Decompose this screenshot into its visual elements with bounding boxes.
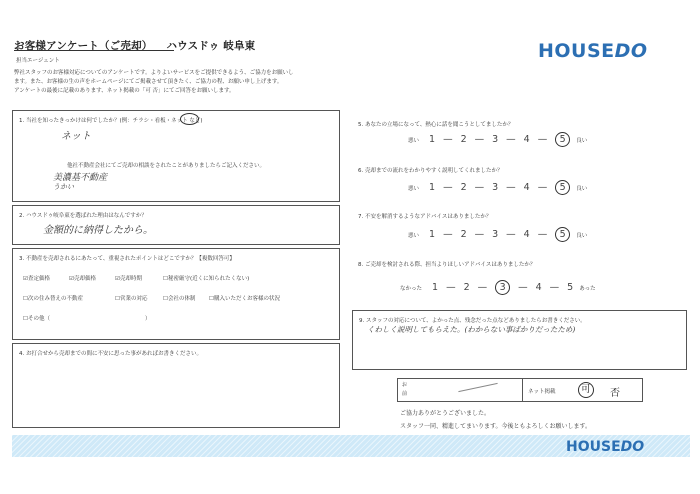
question-1-sub-label: 他社不動産会社にてご売却の相談をされたことがありましたらご記入ください。 <box>67 163 266 169</box>
intro-line: アンケートの最後に記載のあります、ネット掲載の「可 否」にてご回答をお願いします。 <box>14 88 235 94</box>
scale-option-2[interactable]: 2 <box>460 182 467 193</box>
net-label: ネット掲載 <box>528 389 556 395</box>
option-label: その他（ <box>27 316 50 322</box>
name-label <box>402 381 407 399</box>
question-2-answer: 金額的に納得したから。 <box>43 225 153 236</box>
option-jiki[interactable]: ☑売却時期 <box>115 276 142 282</box>
scale-option-3[interactable]: 3 <box>492 134 499 145</box>
question-6-text: 売却までの流れをわかりやすく説明してくれましたか？ <box>365 168 503 174</box>
net-permit-selected: 可 <box>578 382 594 398</box>
question-8-scale: なかった 1 — 2 — 3 — 4 — 5 あった <box>400 282 596 293</box>
scale-option-3[interactable]: 3 <box>492 182 499 193</box>
scale-option-3[interactable]: 3 <box>492 229 499 240</box>
question-1-text: 当社を知ったきっかけは何でしたか？(例：チラシ・看板・ネット など) <box>26 118 203 124</box>
scale-option-4[interactable]: 4 <box>535 282 542 293</box>
option-eigyo[interactable]: ☐営業の対応 <box>115 296 148 302</box>
question-6-label: 6. 売却までの流れをわかりやすく説明してくれましたか？ <box>358 168 503 174</box>
scale-option-5-selected[interactable]: 5 <box>555 132 570 147</box>
scale-option-1[interactable]: 1 <box>429 134 436 145</box>
name-label-bottom: 前 <box>402 391 408 397</box>
question-8-label: 8. ご売却を検討される際、担当よりほしいアドバイスはありましたか？ <box>358 262 536 268</box>
question-9-answer: くわしく説明してもらえた。(わからない事ばかりだったため) <box>367 325 576 334</box>
question-6-scale: 悪い 1 — 2 — 3 — 4 — 5 良い <box>408 182 588 193</box>
scale-option-2[interactable]: 2 <box>460 134 467 145</box>
question-3-text: 不動産を売却されるにあたって、重視されたポイントはどこですか？【複数回答可】 <box>26 256 235 262</box>
intro-line: 弊社スタッフのお客様対応についてのアンケートです。よりよいサービスをご提供できるよう、ご協力をお願いし <box>14 70 294 76</box>
question-1-answer: ネット <box>61 131 91 142</box>
scale-right-label: あった <box>579 285 596 292</box>
question-7-label: 7. 不安を解消するようなアドバイスはありましたか？ <box>358 214 492 220</box>
scale-right-label: 良い <box>576 232 588 239</box>
scale-option-1[interactable]: 1 <box>432 282 439 293</box>
scale-option-2[interactable]: 2 <box>463 282 470 293</box>
question-9-box <box>352 310 687 370</box>
name-label-top: お <box>402 382 408 388</box>
option-label: 売却価格 <box>73 276 96 282</box>
scale-option-2[interactable]: 2 <box>460 229 467 240</box>
scale-left-label: 悪い <box>408 137 420 144</box>
option-baikyaku-kakaku[interactable]: ☑売却価格 <box>69 276 96 282</box>
question-4-box <box>12 343 340 428</box>
net-deny-option[interactable]: 否 <box>610 388 620 399</box>
question-7-text: 不安を解消するようなアドバイスはありましたか？ <box>365 214 492 220</box>
option-sumikae[interactable]: ☐次の住み替えの不動産 <box>23 296 83 302</box>
option-label: 購入いただくお客様の状況 <box>213 296 280 302</box>
question-5-text: あなたの立場になって、熱心に話を聞こうとしてましたか？ <box>365 122 514 128</box>
footer-logo-do: DO <box>620 439 645 455</box>
question-2-box <box>12 205 340 245</box>
option-sonota[interactable]: ☐その他（ <box>23 316 50 322</box>
footer-closing: スタッフ一同、精進してまいります。今後ともよろしくお願いします。 <box>400 423 592 430</box>
option-label: 次の住み替えの不動産 <box>27 296 83 302</box>
scale-option-5-selected[interactable]: 5 <box>555 227 570 242</box>
scale-option-5-selected[interactable]: 5 <box>555 180 570 195</box>
scale-right-label: 良い <box>576 137 588 144</box>
scale-option-4[interactable]: 4 <box>523 229 530 240</box>
name-net-box <box>397 378 643 402</box>
question-4-text: お打合せから売却までの間に不安に思った事があればお書きください。 <box>26 351 203 357</box>
box-divider <box>522 379 523 401</box>
question-9-label: 9. スタッフの対応について、よかった点、残念だった点などありましたらお書きください。 <box>359 318 586 324</box>
option-satei[interactable]: ☑査定価格 <box>23 276 50 282</box>
question-2-text: ハウスドゥ岐阜東を選ばれた理由はなんですか？ <box>26 213 147 219</box>
question-3-box <box>12 248 340 340</box>
intro-line: ます。また、お客様の生の声をホームページにてご掲載させて頂きたく、ご協力の程、お願い申し上げます。 <box>14 79 283 85</box>
logo-do: DO <box>614 40 648 62</box>
intro-text <box>14 69 354 96</box>
footer-thanks: ご協力ありがとうございました。 <box>400 410 491 417</box>
staff-label: 担当エージェント <box>16 58 60 64</box>
scale-option-4[interactable]: 4 <box>523 182 530 193</box>
scale-left-label: なかった <box>400 285 423 292</box>
question-2-label: 2. ハウスドゥ岐阜東を選ばれた理由はなんですか？ <box>19 213 147 219</box>
footer-logo-house: HOUSE <box>566 439 621 455</box>
scale-option-1[interactable]: 1 <box>429 182 436 193</box>
title-text: お客様アンケート（ご売却） <box>14 40 153 52</box>
net-permit-option[interactable] <box>578 382 594 398</box>
question-3-label: 3. 不動産を売却されるにあたって、重視されたポイントはどこですか？【複数回答可】 <box>19 256 235 262</box>
question-7-scale: 悪い 1 — 2 — 3 — 4 — 5 良い <box>408 229 588 240</box>
question-9-text: スタッフの対応について、よかった点、残念だった点などありましたらお書きください。 <box>366 318 586 324</box>
option-kounyu[interactable]: ☐購入いただくお客様の状況 <box>209 296 280 302</box>
option-label: 売却時期 <box>119 276 142 282</box>
scale-option-1[interactable]: 1 <box>429 229 436 240</box>
scale-option-3-selected[interactable]: 3 <box>495 280 510 295</box>
question-5-scale: 悪い 1 — 2 — 3 — 4 — 5 良い <box>408 134 588 145</box>
footer-logo <box>566 439 644 455</box>
option-himitsu[interactable]: ☐秘密厳守(近くに知られたくない) <box>163 276 250 282</box>
question-4-label: 4. お打合せから売却までの間に不安に思った事があればお書きください。 <box>19 351 203 357</box>
option-kaisha[interactable]: ☐会社の体制 <box>163 296 196 302</box>
scale-option-5[interactable]: 5 <box>567 282 574 293</box>
option-label: 会社の体制 <box>167 296 196 302</box>
question-1-label: 1. 当社を知ったきっかけは何でしたか？(例：チラシ・看板・ネット など) <box>19 118 203 124</box>
question-1-box <box>12 110 340 202</box>
scale-left-label: 悪い <box>408 232 420 239</box>
logo-house: HOUSE <box>538 40 615 62</box>
scale-right-label: 良い <box>576 185 588 192</box>
scale-left-label: 悪い <box>408 185 420 192</box>
scale-option-4[interactable]: 4 <box>523 134 530 145</box>
option-label: 営業の対応 <box>119 296 148 302</box>
option-sonota-close: ） <box>145 316 151 322</box>
shop-name: ハウスドゥ 岐阜東 <box>166 40 256 52</box>
question-5-label: 5. あなたの立場になって、熱心に話を聞こうとしてましたか？ <box>358 122 514 128</box>
net-circle-mark <box>180 113 199 125</box>
question-1-sub-answer: 美濃基不動産 <box>53 173 108 183</box>
housedo-logo <box>538 40 648 62</box>
question-1-sub-answer-2: うかい <box>53 183 74 191</box>
signature-stroke <box>458 383 497 392</box>
title-underline <box>14 50 174 51</box>
option-label: 秘密厳守(近くに知られたくない) <box>167 276 250 282</box>
question-8-text: ご売却を検討される際、担当よりほしいアドバイスはありましたか？ <box>365 262 536 268</box>
option-label: 査定価格 <box>27 276 50 282</box>
